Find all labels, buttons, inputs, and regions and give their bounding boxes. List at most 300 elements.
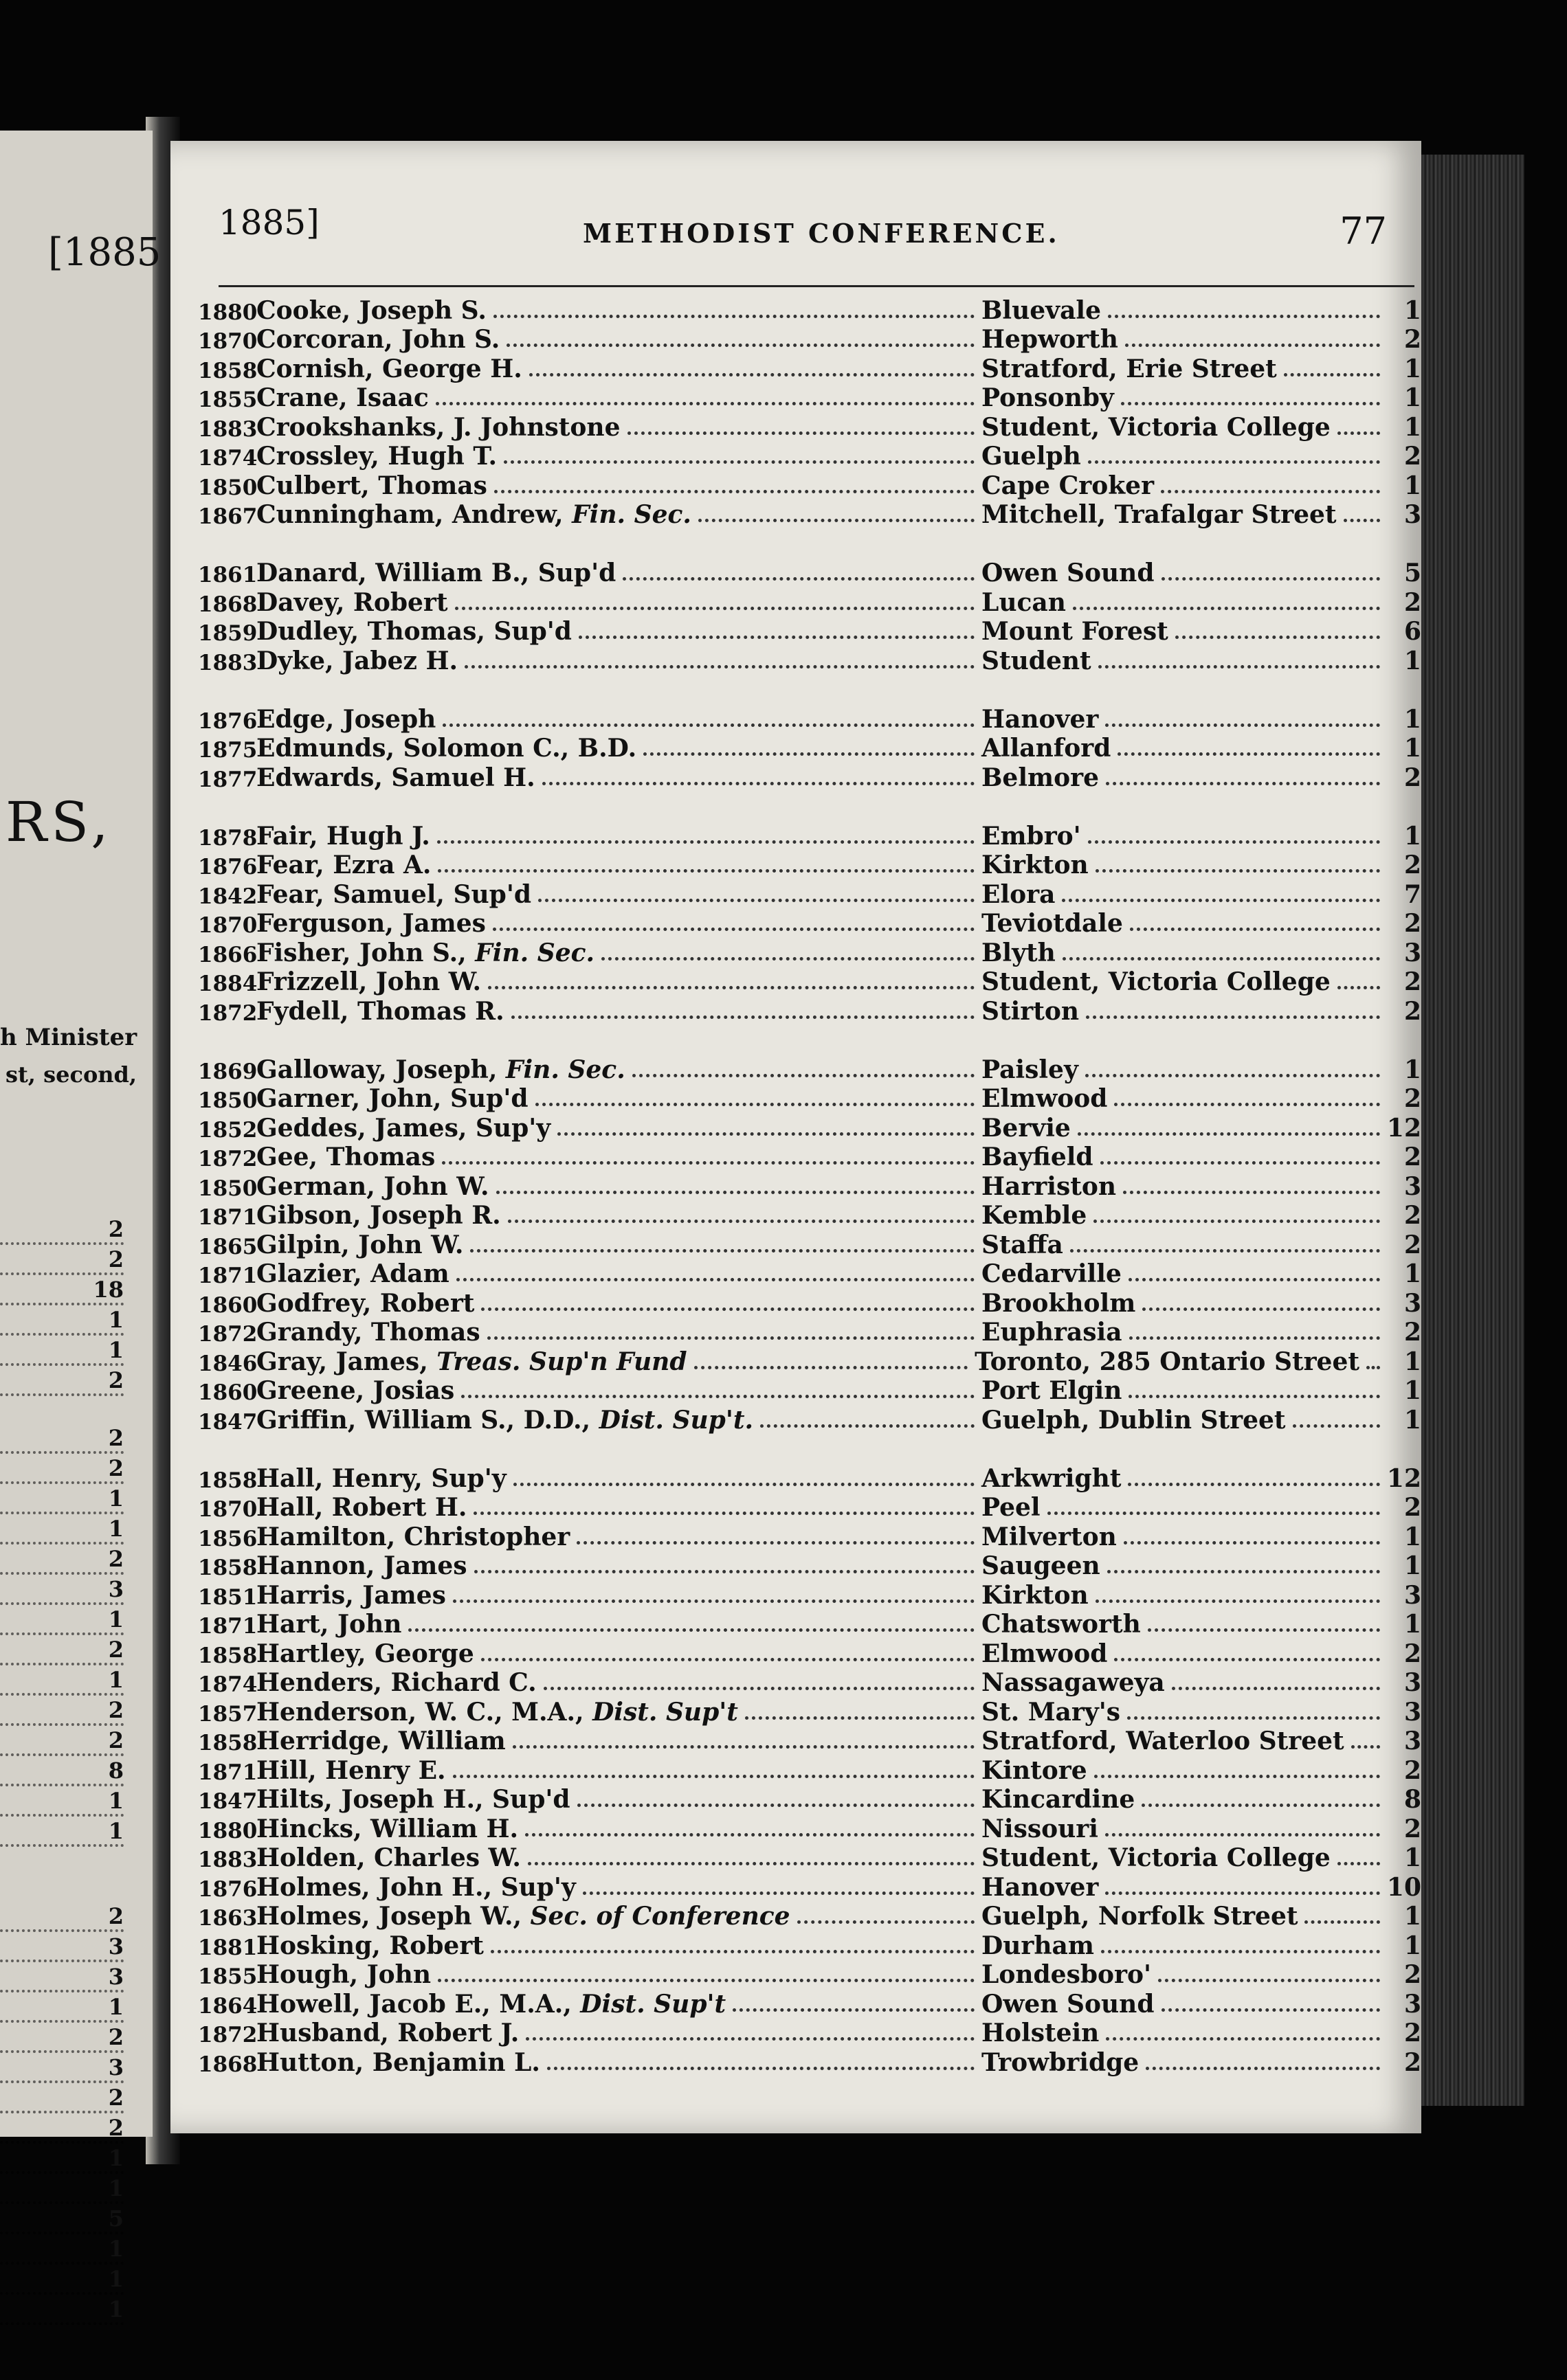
entry-name: Glazier, Adam bbox=[256, 1259, 449, 1288]
list-item bbox=[198, 763, 1421, 792]
entry-years-on-circuit: 3 bbox=[1403, 1697, 1421, 1727]
entry-station bbox=[981, 1931, 1421, 1960]
left-years-value: 2 bbox=[0, 1455, 124, 1484]
list-item bbox=[198, 1902, 1421, 1931]
entry-years-on-circuit: 3 bbox=[1403, 1989, 1421, 2019]
list-item bbox=[198, 1376, 1421, 1406]
left-years-value: 3 bbox=[0, 1576, 124, 1605]
list-item bbox=[198, 1785, 1421, 1815]
entry-name: Grandy, Thomas bbox=[256, 1318, 480, 1347]
dot-leader bbox=[579, 636, 975, 639]
header-rule bbox=[219, 285, 1414, 287]
left-years-column bbox=[0, 1216, 124, 2326]
left-running-head: [1885 bbox=[48, 230, 162, 275]
entry-circuit: Owen Sound bbox=[981, 559, 1155, 587]
dot-leader bbox=[535, 1103, 975, 1106]
entry-name: Hutton, Benjamin L. bbox=[256, 2047, 540, 2077]
dot-leader bbox=[557, 1132, 975, 1136]
dot-leader bbox=[436, 402, 975, 405]
left-years-value: 2 bbox=[0, 1697, 124, 1726]
dot-leader bbox=[547, 2067, 975, 2070]
entry-station bbox=[981, 1902, 1421, 1931]
entry-year: 1872 bbox=[198, 1147, 258, 1171]
entry-years-on-circuit: 1 bbox=[1403, 354, 1421, 383]
left-section-fragment: RS, bbox=[5, 790, 113, 854]
dot-leader bbox=[508, 1220, 975, 1223]
entry-years-on-circuit: 2 bbox=[1403, 1318, 1421, 1347]
dot-leader bbox=[504, 460, 975, 464]
entry-circuit: Teviotdale bbox=[981, 909, 1123, 938]
entry-circuit: Trowbridge bbox=[981, 2047, 1140, 2077]
left-years-value: 1 bbox=[0, 2296, 124, 2325]
entry-circuit: Hanover bbox=[981, 704, 1099, 734]
entry-year: 1865 bbox=[198, 1234, 258, 1259]
entry-year: 1863 bbox=[198, 1906, 258, 1931]
entry-circuit: Owen Sound bbox=[981, 1989, 1155, 2019]
left-years-value: 1 bbox=[0, 2145, 124, 2174]
entry-name: Gibson, Joseph R. bbox=[256, 1201, 501, 1230]
entry-name: Geddes, James, Sup'y bbox=[256, 1113, 551, 1143]
entry-station bbox=[981, 1231, 1421, 1259]
dot-leader bbox=[1073, 607, 1380, 610]
dot-leader bbox=[632, 1074, 975, 1077]
entry-name: Galloway, Joseph, Fin. Sec. bbox=[256, 1055, 625, 1084]
entry-station bbox=[981, 1581, 1421, 1610]
dot-leader bbox=[487, 1336, 975, 1340]
entry-year: 1876 bbox=[198, 1876, 258, 1902]
entry-year: 1876 bbox=[198, 708, 258, 734]
left-years-value: 2 bbox=[0, 2115, 124, 2144]
entry-years-on-circuit: 2 bbox=[1403, 1084, 1421, 1113]
minister-list bbox=[198, 295, 1421, 2077]
entry-year: 1877 bbox=[198, 767, 258, 792]
entry-station bbox=[981, 296, 1421, 325]
header-year: 1885] bbox=[219, 203, 320, 243]
entry-name: Crookshanks, J. Johnstone bbox=[256, 412, 621, 442]
entry-years-on-circuit: 2 bbox=[1403, 1639, 1421, 1668]
entry-name: Hilts, Joseph H., Sup'd bbox=[256, 1785, 570, 1814]
entry-circuit: Elora bbox=[981, 879, 1056, 909]
list-item bbox=[198, 1288, 1421, 1318]
entry-year: 1874 bbox=[198, 446, 258, 471]
list-item bbox=[198, 821, 1421, 851]
entry-station bbox=[981, 939, 1421, 967]
dot-leader bbox=[438, 1979, 975, 1982]
dot-leader bbox=[1162, 2008, 1381, 2012]
entry-year: 1850 bbox=[198, 475, 258, 500]
entry-station bbox=[981, 1289, 1421, 1318]
entry-name: Henderson, W. C., M.A., Dist. Sup't bbox=[256, 1697, 738, 1727]
entry-year: 1868 bbox=[198, 592, 258, 617]
page-header bbox=[212, 203, 1401, 258]
entry-circuit: Kirkton bbox=[981, 851, 1089, 879]
entry-years-on-circuit: 1 bbox=[1403, 1610, 1421, 1639]
entry-years-on-circuit: 1 bbox=[1403, 412, 1421, 442]
list-item bbox=[198, 1639, 1421, 1668]
entry-station bbox=[981, 967, 1421, 996]
list-item bbox=[198, 383, 1421, 413]
entry-circuit: Student bbox=[981, 646, 1091, 675]
left-years-value bbox=[0, 1848, 124, 1874]
entry-years-on-circuit: 1 bbox=[1403, 1931, 1421, 1960]
entry-station bbox=[981, 2019, 1421, 2047]
list-item bbox=[198, 1843, 1421, 1873]
entry-year: 1852 bbox=[198, 1117, 258, 1143]
list-item bbox=[198, 442, 1421, 471]
left-years-value: 2 bbox=[0, 1727, 124, 1756]
entry-circuit: Brookholm bbox=[981, 1288, 1136, 1318]
entry-years-on-circuit: 1 bbox=[1403, 383, 1421, 412]
entry-station bbox=[981, 705, 1421, 734]
entry-station bbox=[981, 1610, 1421, 1639]
dot-leader bbox=[461, 1395, 975, 1398]
entry-years-on-circuit: 1 bbox=[1403, 646, 1421, 675]
entry-station bbox=[981, 1639, 1421, 1668]
entry-circuit: Cedarville bbox=[981, 1259, 1122, 1288]
entry-name: Fisher, John S., Fin. Sec. bbox=[256, 938, 595, 967]
dot-leader bbox=[544, 1687, 975, 1690]
entry-office: Treas. Sup'n Fund bbox=[427, 1347, 687, 1376]
entry-years-on-circuit: 1 bbox=[1403, 1551, 1421, 1580]
left-years-value: 2 bbox=[0, 1637, 124, 1665]
list-item bbox=[198, 909, 1421, 939]
dot-leader bbox=[1146, 2067, 1380, 2070]
entry-years-on-circuit: 3 bbox=[1403, 1288, 1421, 1318]
entry-circuit: Holstein bbox=[981, 2019, 1100, 2047]
dot-leader bbox=[526, 2037, 975, 2041]
list-item bbox=[198, 295, 1421, 325]
entry-year: 1870 bbox=[198, 1497, 258, 1522]
dot-leader bbox=[733, 2008, 975, 2012]
entry-circuit: Durham bbox=[981, 1931, 1094, 1960]
entry-name: Gilpin, John W. bbox=[256, 1230, 464, 1259]
entry-year: 1860 bbox=[198, 1380, 258, 1405]
entry-year: 1878 bbox=[198, 825, 258, 851]
entry-year: 1884 bbox=[198, 972, 258, 996]
left-years-value: 1 bbox=[0, 2266, 124, 2295]
entry-year: 1858 bbox=[198, 1468, 258, 1493]
dot-leader bbox=[1088, 460, 1380, 464]
list-item bbox=[198, 1989, 1421, 2019]
dot-leader bbox=[511, 1015, 975, 1019]
entry-years-on-circuit: 1 bbox=[1403, 1902, 1421, 1931]
entry-years-on-circuit: 2 bbox=[1403, 2047, 1421, 2077]
left-years-value: 1 bbox=[0, 1818, 124, 1847]
dot-leader bbox=[577, 1804, 975, 1807]
left-years-value: 1 bbox=[0, 2175, 124, 2204]
dot-leader bbox=[1108, 315, 1380, 318]
entry-circuit: Elmwood bbox=[981, 1639, 1108, 1668]
dot-leader bbox=[1130, 928, 1380, 931]
dot-leader bbox=[1351, 1745, 1380, 1749]
entry-circuit: Hanover bbox=[981, 1872, 1099, 1902]
dot-leader bbox=[1128, 1483, 1379, 1486]
list-item bbox=[198, 2047, 1421, 2077]
entry-year: 1872 bbox=[198, 1000, 258, 1026]
list-item bbox=[198, 1610, 1421, 1639]
entry-circuit: Londesboro' bbox=[981, 1960, 1152, 1989]
entry-year: 1883 bbox=[198, 1848, 258, 1872]
dot-leader bbox=[443, 723, 975, 727]
dot-leader bbox=[1142, 1804, 1380, 1807]
left-years-value: 1 bbox=[0, 1994, 124, 2023]
dot-leader bbox=[538, 899, 975, 902]
left-years-value: 1 bbox=[0, 2236, 124, 2265]
entry-station bbox=[981, 1727, 1421, 1755]
dot-leader bbox=[542, 782, 975, 785]
entry-office: Fin. Sec. bbox=[466, 938, 595, 967]
entry-station bbox=[981, 734, 1421, 763]
dot-leader bbox=[1047, 1512, 1380, 1515]
entry-station bbox=[981, 1668, 1421, 1697]
entry-circuit: Harriston bbox=[981, 1171, 1117, 1201]
entry-years-on-circuit: 5 bbox=[1403, 559, 1421, 587]
entry-station bbox=[981, 1406, 1421, 1435]
entry-name: Hartley, George bbox=[256, 1639, 474, 1668]
dot-leader bbox=[1106, 2037, 1380, 2041]
left-years-value: 2 bbox=[0, 1425, 124, 1454]
entry-year: 1871 bbox=[198, 1264, 258, 1288]
section-gap bbox=[198, 529, 1421, 559]
entry-circuit: Student, Victoria College bbox=[981, 1843, 1331, 1872]
dot-leader bbox=[528, 1862, 975, 1865]
dot-leader bbox=[745, 1716, 975, 1720]
dot-leader bbox=[455, 607, 975, 610]
list-item bbox=[198, 1931, 1421, 1960]
entry-circuit: Paisley bbox=[981, 1055, 1078, 1084]
left-years-value: 18 bbox=[0, 1277, 124, 1305]
list-item bbox=[198, 1668, 1421, 1698]
dot-leader bbox=[1337, 986, 1380, 989]
dot-leader bbox=[1172, 1687, 1380, 1690]
entry-station bbox=[981, 1318, 1421, 1347]
entry-station bbox=[981, 1114, 1421, 1143]
left-years-value: 2 bbox=[0, 2085, 124, 2113]
dot-leader bbox=[583, 1891, 975, 1895]
entry-years-on-circuit: 1 bbox=[1403, 471, 1421, 500]
entry-year: 1868 bbox=[198, 2052, 258, 2077]
left-years-value: 3 bbox=[0, 2054, 124, 2083]
entry-year: 1855 bbox=[198, 1964, 258, 1989]
entry-office: Sec. of Conference bbox=[522, 1902, 790, 1931]
entry-years-on-circuit: 2 bbox=[1403, 763, 1421, 792]
right-page bbox=[170, 141, 1421, 2133]
entry-circuit: Stratford, Erie Street bbox=[981, 354, 1277, 383]
entry-station bbox=[981, 1815, 1421, 1843]
entry-station bbox=[981, 1055, 1421, 1084]
entry-station bbox=[981, 647, 1421, 675]
entry-station bbox=[975, 1347, 1421, 1376]
entry-years-on-circuit: 2 bbox=[1403, 967, 1421, 996]
list-item bbox=[198, 1230, 1421, 1259]
entry-circuit: Kemble bbox=[981, 1201, 1087, 1230]
dot-leader bbox=[1337, 431, 1380, 435]
entry-circuit: Peel bbox=[981, 1493, 1041, 1522]
entry-year: 1859 bbox=[198, 621, 258, 646]
list-item bbox=[198, 1347, 1421, 1376]
entry-year: 1883 bbox=[198, 650, 258, 675]
entry-year: 1856 bbox=[198, 1526, 258, 1551]
entry-station bbox=[981, 1143, 1421, 1171]
entry-name: Ferguson, James bbox=[256, 909, 486, 938]
entry-name: Godfrey, Robert bbox=[256, 1288, 475, 1318]
left-years-value: 1 bbox=[0, 1516, 124, 1545]
entry-year: 1874 bbox=[198, 1672, 258, 1697]
entry-name: Hincks, William H. bbox=[256, 1814, 519, 1843]
list-item bbox=[198, 354, 1421, 383]
list-item bbox=[198, 938, 1421, 967]
entry-circuit: Hepworth bbox=[981, 325, 1118, 354]
entry-name: Fear, Ezra A. bbox=[256, 851, 432, 879]
entry-circuit: Guelph, Norfolk Street bbox=[981, 1902, 1298, 1931]
entry-office: Fin. Sec. bbox=[563, 500, 691, 529]
list-item bbox=[198, 1113, 1421, 1143]
dot-leader bbox=[1105, 1833, 1380, 1837]
list-item bbox=[198, 325, 1421, 355]
dot-leader bbox=[627, 431, 975, 435]
entry-station bbox=[981, 1464, 1421, 1493]
entry-years-on-circuit: 2 bbox=[1403, 1230, 1421, 1259]
entry-station bbox=[981, 1493, 1421, 1522]
entry-year: 1850 bbox=[198, 1176, 258, 1201]
dot-leader bbox=[442, 1161, 975, 1165]
left-years-value: 5 bbox=[0, 2205, 124, 2234]
entry-circuit: Lucan bbox=[981, 587, 1066, 617]
entry-name: Husband, Robert J. bbox=[256, 2019, 520, 2047]
entry-year: 1851 bbox=[198, 1584, 258, 1610]
entry-name: Herridge, William bbox=[256, 1727, 506, 1755]
dot-leader bbox=[507, 344, 975, 347]
entry-years-on-circuit: 3 bbox=[1403, 500, 1421, 529]
entry-name: Garner, John, Sup'd bbox=[256, 1084, 529, 1113]
entry-name: Holmes, John H., Sup'y bbox=[256, 1872, 576, 1902]
left-years-value: 2 bbox=[0, 1903, 124, 1932]
entry-years-on-circuit: 7 bbox=[1403, 879, 1421, 909]
entry-station bbox=[981, 325, 1421, 354]
entry-name: Howell, Jacob E., M.A., Dist. Sup't bbox=[256, 1989, 726, 2019]
entry-name: Gray, James, Treas. Sup'n Fund bbox=[256, 1347, 687, 1376]
dot-leader bbox=[577, 1541, 975, 1545]
left-years-value: 1 bbox=[0, 1667, 124, 1696]
entry-years-on-circuit: 3 bbox=[1403, 1727, 1421, 1755]
list-item bbox=[198, 1522, 1421, 1551]
entry-name: Crossley, Hugh T. bbox=[256, 442, 498, 471]
dot-leader bbox=[1121, 402, 1380, 405]
section-gap bbox=[198, 1435, 1421, 1464]
dot-leader bbox=[797, 1920, 975, 1924]
entry-station bbox=[981, 822, 1421, 851]
dot-leader bbox=[513, 1745, 975, 1749]
entry-name: Greene, Josias bbox=[256, 1376, 455, 1405]
entry-circuit: Euphrasia bbox=[981, 1318, 1122, 1347]
list-item bbox=[198, 1201, 1421, 1231]
dot-leader bbox=[1063, 957, 1380, 961]
dot-leader bbox=[1366, 1366, 1380, 1369]
entry-years-on-circuit: 3 bbox=[1403, 1171, 1421, 1201]
left-text-minister: h Minister bbox=[0, 1024, 137, 1051]
entry-year: 1842 bbox=[198, 884, 258, 909]
dot-leader bbox=[1123, 1191, 1380, 1194]
entry-years-on-circuit: 1 bbox=[1403, 1347, 1421, 1376]
entry-name: Cornish, George H. bbox=[256, 354, 522, 383]
entry-circuit: Student, Victoria College bbox=[981, 412, 1331, 442]
entry-station bbox=[981, 1873, 1421, 1902]
entry-years-on-circuit: 2 bbox=[1403, 587, 1421, 617]
entry-circuit: Stirton bbox=[981, 996, 1080, 1026]
entry-station bbox=[981, 1785, 1421, 1814]
dot-leader bbox=[1070, 1249, 1380, 1253]
entry-year: 1858 bbox=[198, 1731, 258, 1755]
entry-years-on-circuit: 2 bbox=[1403, 1143, 1421, 1171]
dot-leader bbox=[491, 1950, 975, 1953]
entry-name: Davey, Robert bbox=[256, 587, 448, 617]
entry-station bbox=[981, 413, 1421, 442]
entry-circuit: Mitchell, Trafalgar Street bbox=[981, 500, 1337, 529]
dot-leader bbox=[1088, 840, 1380, 844]
entry-years-on-circuit: 1 bbox=[1403, 295, 1421, 325]
dot-leader bbox=[438, 869, 975, 873]
entry-circuit: Cape Croker bbox=[981, 471, 1155, 500]
entry-year: 1847 bbox=[198, 1409, 258, 1435]
entry-year: 1864 bbox=[198, 1993, 258, 2019]
entry-circuit: Saugeen bbox=[981, 1551, 1100, 1580]
entry-years-on-circuit: 10 bbox=[1386, 1872, 1421, 1902]
entry-year: 1869 bbox=[198, 1059, 258, 1084]
entry-circuit: Stratford, Waterloo Street bbox=[981, 1727, 1344, 1755]
entry-name: Gee, Thomas bbox=[256, 1143, 436, 1171]
page-edges bbox=[1421, 155, 1524, 2106]
left-years-value: 2 bbox=[0, 2024, 124, 2053]
list-item bbox=[198, 500, 1421, 530]
entry-name: Crane, Isaac bbox=[256, 383, 429, 412]
left-years-value: 2 bbox=[0, 1216, 124, 1245]
entry-name: Hall, Henry, Sup'y bbox=[256, 1463, 507, 1493]
entry-circuit: Milverton bbox=[981, 1522, 1117, 1551]
entry-station bbox=[981, 997, 1421, 1026]
entry-years-on-circuit: 2 bbox=[1403, 325, 1421, 354]
entry-circuit: Elmwood bbox=[981, 1084, 1108, 1113]
dot-leader bbox=[494, 490, 975, 493]
list-item bbox=[198, 1405, 1421, 1435]
dot-leader bbox=[1129, 1336, 1380, 1340]
entry-station bbox=[981, 1756, 1421, 1785]
entry-years-on-circuit: 2 bbox=[1403, 909, 1421, 938]
dot-leader bbox=[623, 577, 975, 581]
entry-years-on-circuit: 1 bbox=[1403, 1405, 1421, 1435]
list-item bbox=[198, 851, 1421, 880]
dot-leader bbox=[698, 519, 975, 522]
entry-station bbox=[981, 851, 1421, 879]
entry-station bbox=[981, 1376, 1421, 1405]
dot-leader bbox=[601, 957, 975, 961]
entry-name: Fear, Samuel, Sup'd bbox=[256, 879, 532, 909]
entry-years-on-circuit: 2 bbox=[1403, 1201, 1421, 1230]
list-item bbox=[198, 967, 1421, 997]
entry-years-on-circuit: 3 bbox=[1403, 938, 1421, 967]
list-item bbox=[198, 1463, 1421, 1493]
entry-name: Culbert, Thomas bbox=[256, 471, 487, 500]
dot-leader bbox=[493, 315, 975, 318]
list-item bbox=[198, 1318, 1421, 1347]
entry-circuit: Blyth bbox=[981, 938, 1056, 967]
dot-leader bbox=[1096, 869, 1380, 873]
left-years-value: 1 bbox=[0, 1485, 124, 1514]
dot-leader bbox=[1284, 373, 1380, 377]
entry-circuit: Embro' bbox=[981, 821, 1081, 851]
entry-name: Holden, Charles W. bbox=[256, 1843, 521, 1872]
entry-station bbox=[981, 1698, 1421, 1727]
dot-leader bbox=[1098, 665, 1380, 669]
